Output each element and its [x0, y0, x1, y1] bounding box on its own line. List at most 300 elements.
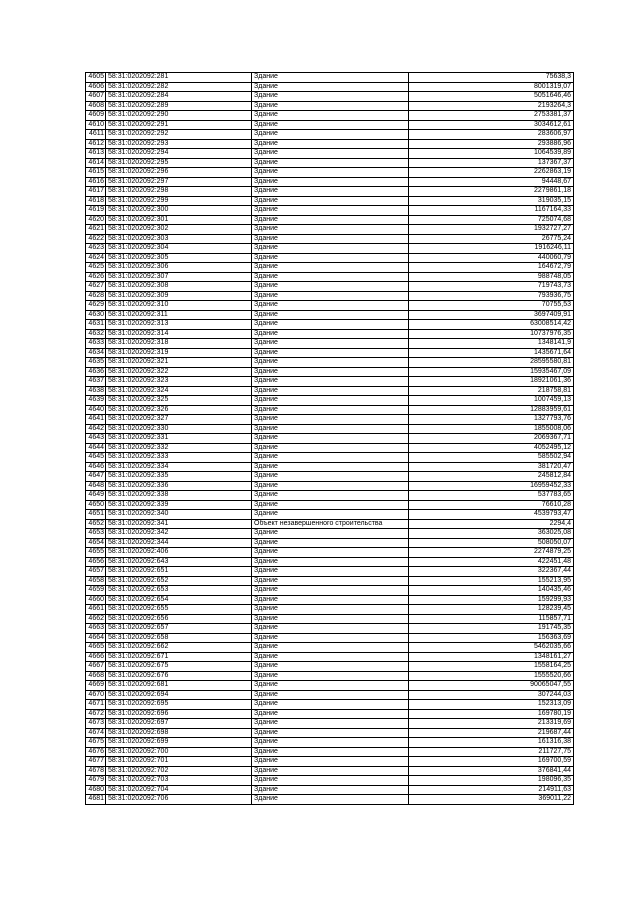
- table-row: [86, 291, 574, 301]
- row-number: 4635: [86, 358, 106, 368]
- cadastral-value: 369011,22: [409, 795, 574, 805]
- cadastral-value: 2193264,3: [409, 101, 574, 111]
- cadastral-value: 2069367,71: [409, 434, 574, 444]
- object-type: Здание: [252, 747, 409, 757]
- object-type: Здание: [252, 595, 409, 605]
- cadastral-value: 2262863,19: [409, 168, 574, 178]
- cadastral-value: 319035,15: [409, 196, 574, 206]
- cadastral-value: 63008514,42: [409, 320, 574, 330]
- row-number: 4610: [86, 120, 106, 130]
- cadastral-number: 58:31:0202092:406: [106, 548, 252, 558]
- cadastral-value: 4539793,47: [409, 510, 574, 520]
- object-type: Здание: [252, 624, 409, 634]
- property-table-body: [86, 73, 574, 805]
- table-row: [86, 358, 574, 368]
- table-row: [86, 738, 574, 748]
- cadastral-value: 537783,65: [409, 491, 574, 501]
- table-row: [86, 434, 574, 444]
- cadastral-number: 58:31:0202092:344: [106, 538, 252, 548]
- cadastral-value: 90065047,55: [409, 681, 574, 691]
- cadastral-value: 5462035,66: [409, 643, 574, 653]
- row-number: 4667: [86, 662, 106, 672]
- cadastral-number: 58:31:0202092:304: [106, 244, 252, 254]
- object-type: Здание: [252, 396, 409, 406]
- cadastral-number: 58:31:0202092:331: [106, 434, 252, 444]
- row-number: 4665: [86, 643, 106, 653]
- table-row: [86, 766, 574, 776]
- row-number: 4638: [86, 386, 106, 396]
- row-number: 4628: [86, 291, 106, 301]
- table-row: [86, 719, 574, 729]
- cadastral-value: 1435671,64: [409, 348, 574, 358]
- cadastral-number: 58:31:0202092:695: [106, 700, 252, 710]
- cadastral-number: 58:31:0202092:296: [106, 168, 252, 178]
- object-type: Здание: [252, 234, 409, 244]
- cadastral-number: 58:31:0202092:702: [106, 766, 252, 776]
- table-row: [86, 149, 574, 159]
- object-type: Здание: [252, 738, 409, 748]
- row-number: 4618: [86, 196, 106, 206]
- object-type: Здание: [252, 73, 409, 83]
- row-number: 4651: [86, 510, 106, 520]
- cadastral-number: 58:31:0202092:662: [106, 643, 252, 653]
- table-row: [86, 548, 574, 558]
- object-type: Здание: [252, 111, 409, 121]
- cadastral-number: 58:31:0202092:289: [106, 101, 252, 111]
- object-type: Здание: [252, 481, 409, 491]
- table-row: [86, 196, 574, 206]
- object-type: Здание: [252, 215, 409, 225]
- cadastral-number: 58:31:0202092:701: [106, 757, 252, 767]
- cadastral-value: 1555520,66: [409, 671, 574, 681]
- cadastral-value: 8001319,07: [409, 82, 574, 92]
- cadastral-value: 70755,53: [409, 301, 574, 311]
- cadastral-number: 58:31:0202092:309: [106, 291, 252, 301]
- object-type: Здание: [252, 101, 409, 111]
- table-row: [86, 234, 574, 244]
- table-row: [86, 244, 574, 254]
- row-number: 4606: [86, 82, 106, 92]
- cadastral-value: 169780,19: [409, 709, 574, 719]
- row-number: 4615: [86, 168, 106, 178]
- cadastral-value: 283606,97: [409, 130, 574, 140]
- cadastral-number: 58:31:0202092:321: [106, 358, 252, 368]
- cadastral-value: 376841,44: [409, 766, 574, 776]
- table-row: [86, 111, 574, 121]
- cadastral-value: 381720,47: [409, 462, 574, 472]
- row-number: 4631: [86, 320, 106, 330]
- document-page: [85, 72, 574, 805]
- table-row: [86, 158, 574, 168]
- object-type: Здание: [252, 377, 409, 387]
- cadastral-value: 1007459,13: [409, 396, 574, 406]
- row-number: 4634: [86, 348, 106, 358]
- row-number: 4613: [86, 149, 106, 159]
- cadastral-value: 128239,45: [409, 605, 574, 615]
- row-number: 4633: [86, 339, 106, 349]
- cadastral-number: 58:31:0202092:706: [106, 795, 252, 805]
- table-row: [86, 567, 574, 577]
- object-type: Здание: [252, 120, 409, 130]
- table-row: [86, 785, 574, 795]
- cadastral-value: 1348161,27: [409, 652, 574, 662]
- object-type: Здание: [252, 139, 409, 149]
- table-row: [86, 453, 574, 463]
- row-number: 4627: [86, 282, 106, 292]
- table-row: [86, 377, 574, 387]
- cadastral-number: 58:31:0202092:325: [106, 396, 252, 406]
- cadastral-value: 161316,38: [409, 738, 574, 748]
- object-type: Здание: [252, 719, 409, 729]
- cadastral-number: 58:31:0202092:308: [106, 282, 252, 292]
- object-type: Здание: [252, 310, 409, 320]
- cadastral-value: 164672,79: [409, 263, 574, 273]
- table-row: [86, 92, 574, 102]
- cadastral-number: 58:31:0202092:301: [106, 215, 252, 225]
- cadastral-value: 1558164,25: [409, 662, 574, 672]
- row-number: 4658: [86, 576, 106, 586]
- cadastral-value: 4052495,12: [409, 443, 574, 453]
- row-number: 4668: [86, 671, 106, 681]
- row-number: 4636: [86, 367, 106, 377]
- table-row: [86, 671, 574, 681]
- table-row: [86, 690, 574, 700]
- object-type: Здание: [252, 405, 409, 415]
- cadastral-number: 58:31:0202092:298: [106, 187, 252, 197]
- object-type: Здание: [252, 196, 409, 206]
- table-row: [86, 130, 574, 140]
- object-type: Здание: [252, 92, 409, 102]
- cadastral-number: 58:31:0202092:651: [106, 567, 252, 577]
- row-number: 4645: [86, 453, 106, 463]
- cadastral-value: 94448,67: [409, 177, 574, 187]
- cadastral-value: 3034612,61: [409, 120, 574, 130]
- cadastral-value: 2279861,18: [409, 187, 574, 197]
- table-row: [86, 263, 574, 273]
- cadastral-number: 58:31:0202092:698: [106, 728, 252, 738]
- table-row: [86, 101, 574, 111]
- cadastral-number: 58:31:0202092:658: [106, 633, 252, 643]
- row-number: 4674: [86, 728, 106, 738]
- object-type: Здание: [252, 652, 409, 662]
- cadastral-number: 58:31:0202092:700: [106, 747, 252, 757]
- object-type: Здание: [252, 158, 409, 168]
- row-number: 4641: [86, 415, 106, 425]
- cadastral-number: 58:31:0202092:293: [106, 139, 252, 149]
- row-number: 4605: [86, 73, 106, 83]
- cadastral-number: 58:31:0202092:306: [106, 263, 252, 273]
- table-row: [86, 225, 574, 235]
- object-type: Здание: [252, 567, 409, 577]
- cadastral-value: 422451,48: [409, 557, 574, 567]
- object-type: Здание: [252, 149, 409, 159]
- row-number: 4644: [86, 443, 106, 453]
- cadastral-value: 115857,71: [409, 614, 574, 624]
- table-row: [86, 795, 574, 805]
- row-number: 4616: [86, 177, 106, 187]
- cadastral-number: 58:31:0202092:694: [106, 690, 252, 700]
- object-type: Здание: [252, 358, 409, 368]
- cadastral-number: 58:31:0202092:703: [106, 776, 252, 786]
- row-number: 4621: [86, 225, 106, 235]
- cadastral-value: 363025,08: [409, 529, 574, 539]
- object-type: Здание: [252, 500, 409, 510]
- row-number: 4629: [86, 301, 106, 311]
- object-type: Здание: [252, 291, 409, 301]
- object-type: Здание: [252, 766, 409, 776]
- object-type: Здание: [252, 453, 409, 463]
- table-row: [86, 605, 574, 615]
- table-row: [86, 187, 574, 197]
- table-row: [86, 177, 574, 187]
- cadastral-value: 293886,96: [409, 139, 574, 149]
- object-type: Здание: [252, 320, 409, 330]
- table-row: [86, 282, 574, 292]
- row-number: 4612: [86, 139, 106, 149]
- row-number: 4626: [86, 272, 106, 282]
- row-number: 4609: [86, 111, 106, 121]
- cadastral-value: 585502,94: [409, 453, 574, 463]
- object-type: Здание: [252, 491, 409, 501]
- table-row: [86, 700, 574, 710]
- object-type: Здание: [252, 424, 409, 434]
- object-type: Здание: [252, 633, 409, 643]
- object-type: Здание: [252, 301, 409, 311]
- table-row: [86, 329, 574, 339]
- object-type: Здание: [252, 386, 409, 396]
- row-number: 4653: [86, 529, 106, 539]
- cadastral-number: 58:31:0202092:324: [106, 386, 252, 396]
- cadastral-number: 58:31:0202092:676: [106, 671, 252, 681]
- table-row: [86, 652, 574, 662]
- cadastral-value: 2274879,25: [409, 548, 574, 558]
- cadastral-number: 58:31:0202092:303: [106, 234, 252, 244]
- table-row: [86, 576, 574, 586]
- object-type: Здание: [252, 757, 409, 767]
- cadastral-number: 58:31:0202092:307: [106, 272, 252, 282]
- row-number: 4648: [86, 481, 106, 491]
- cadastral-number: 58:31:0202092:299: [106, 196, 252, 206]
- table-row: [86, 206, 574, 216]
- row-number: 4679: [86, 776, 106, 786]
- cadastral-value: 211727,75: [409, 747, 574, 757]
- row-number: 4657: [86, 567, 106, 577]
- object-type: Здание: [252, 576, 409, 586]
- cadastral-number: 58:31:0202092:643: [106, 557, 252, 567]
- cadastral-number: 58:31:0202092:655: [106, 605, 252, 615]
- object-type: Объект незавершенного строительства: [252, 519, 409, 529]
- cadastral-number: 58:31:0202092:323: [106, 377, 252, 387]
- object-type: Здание: [252, 462, 409, 472]
- cadastral-number: 58:31:0202092:294: [106, 149, 252, 159]
- cadastral-value: 3697409,91: [409, 310, 574, 320]
- object-type: Здание: [252, 339, 409, 349]
- row-number: 4662: [86, 614, 106, 624]
- object-type: Здание: [252, 586, 409, 596]
- row-number: 4632: [86, 329, 106, 339]
- table-row: [86, 614, 574, 624]
- cadastral-number: 58:31:0202092:652: [106, 576, 252, 586]
- cadastral-value: 218758,81: [409, 386, 574, 396]
- row-number: 4625: [86, 263, 106, 273]
- cadastral-number: 58:31:0202092:704: [106, 785, 252, 795]
- object-type: Здание: [252, 472, 409, 482]
- object-type: Здание: [252, 529, 409, 539]
- object-type: Здание: [252, 785, 409, 795]
- cadastral-number: 58:31:0202092:319: [106, 348, 252, 358]
- table-row: [86, 538, 574, 548]
- cadastral-number: 58:31:0202092:340: [106, 510, 252, 520]
- cadastral-number: 58:31:0202092:341: [106, 519, 252, 529]
- row-number: 4623: [86, 244, 106, 254]
- object-type: Здание: [252, 253, 409, 263]
- cadastral-value: 5051646,46: [409, 92, 574, 102]
- cadastral-number: 58:31:0202092:291: [106, 120, 252, 130]
- row-number: 4649: [86, 491, 106, 501]
- table-row: [86, 633, 574, 643]
- row-number: 4647: [86, 472, 106, 482]
- object-type: Здание: [252, 538, 409, 548]
- row-number: 4664: [86, 633, 106, 643]
- cadastral-number: 58:31:0202092:332: [106, 443, 252, 453]
- table-row: [86, 500, 574, 510]
- cadastral-number: 58:31:0202092:305: [106, 253, 252, 263]
- table-row: [86, 339, 574, 349]
- table-row: [86, 529, 574, 539]
- cadastral-value: 75638,3: [409, 73, 574, 83]
- table-row: [86, 462, 574, 472]
- object-type: Здание: [252, 728, 409, 738]
- row-number: 4639: [86, 396, 106, 406]
- cadastral-value: 219687,44: [409, 728, 574, 738]
- cadastral-number: 58:31:0202092:656: [106, 614, 252, 624]
- table-row: [86, 709, 574, 719]
- cadastral-number: 58:31:0202092:657: [106, 624, 252, 634]
- row-number: 4676: [86, 747, 106, 757]
- object-type: Здание: [252, 671, 409, 681]
- row-number: 4630: [86, 310, 106, 320]
- row-number: 4670: [86, 690, 106, 700]
- table-row: [86, 491, 574, 501]
- cadastral-value: 1167164,33: [409, 206, 574, 216]
- table-row: [86, 301, 574, 311]
- table-row: [86, 595, 574, 605]
- object-type: Здание: [252, 367, 409, 377]
- cadastral-value: 440060,79: [409, 253, 574, 263]
- table-row: [86, 757, 574, 767]
- table-row: [86, 728, 574, 738]
- cadastral-number: 58:31:0202092:281: [106, 73, 252, 83]
- cadastral-number: 58:31:0202092:290: [106, 111, 252, 121]
- cadastral-value: 137367,37: [409, 158, 574, 168]
- cadastral-number: 58:31:0202092:327: [106, 415, 252, 425]
- cadastral-value: 719743,73: [409, 282, 574, 292]
- row-number: 4677: [86, 757, 106, 767]
- table-row: [86, 415, 574, 425]
- object-type: Здание: [252, 329, 409, 339]
- table-row: [86, 747, 574, 757]
- row-number: 4611: [86, 130, 106, 140]
- object-type: Здание: [252, 244, 409, 254]
- object-type: Здание: [252, 130, 409, 140]
- table-row: [86, 396, 574, 406]
- cadastral-number: 58:31:0202092:295: [106, 158, 252, 168]
- cadastral-number: 58:31:0202092:696: [106, 709, 252, 719]
- cadastral-value: 169700,59: [409, 757, 574, 767]
- row-number: 4622: [86, 234, 106, 244]
- table-row: [86, 443, 574, 453]
- table-row: [86, 519, 574, 529]
- table-row: [86, 405, 574, 415]
- row-number: 4673: [86, 719, 106, 729]
- row-number: 4659: [86, 586, 106, 596]
- cadastral-value: 307244,03: [409, 690, 574, 700]
- cadastral-value: 159299,93: [409, 595, 574, 605]
- cadastral-number: 58:31:0202092:297: [106, 177, 252, 187]
- row-number: 4614: [86, 158, 106, 168]
- row-number: 4640: [86, 405, 106, 415]
- object-type: Здание: [252, 662, 409, 672]
- cadastral-value: 1855008,06: [409, 424, 574, 434]
- row-number: 4678: [86, 766, 106, 776]
- object-type: Здание: [252, 177, 409, 187]
- cadastral-number: 58:31:0202092:336: [106, 481, 252, 491]
- cadastral-number: 58:31:0202092:300: [106, 206, 252, 216]
- table-row: [86, 73, 574, 83]
- object-type: Здание: [252, 700, 409, 710]
- cadastral-value: 18921061,36: [409, 377, 574, 387]
- table-row: [86, 472, 574, 482]
- row-number: 4642: [86, 424, 106, 434]
- cadastral-number: 58:31:0202092:302: [106, 225, 252, 235]
- cadastral-number: 58:31:0202092:330: [106, 424, 252, 434]
- row-number: 4624: [86, 253, 106, 263]
- cadastral-number: 58:31:0202092:322: [106, 367, 252, 377]
- cadastral-value: 1064539,89: [409, 149, 574, 159]
- cadastral-number: 58:31:0202092:334: [106, 462, 252, 472]
- row-number: 4608: [86, 101, 106, 111]
- row-number: 4643: [86, 434, 106, 444]
- row-number: 4650: [86, 500, 106, 510]
- row-number: 4680: [86, 785, 106, 795]
- cadastral-value: 1916246,11: [409, 244, 574, 254]
- row-number: 4646: [86, 462, 106, 472]
- table-row: [86, 586, 574, 596]
- table-row: [86, 320, 574, 330]
- row-number: 4669: [86, 681, 106, 691]
- row-number: 4663: [86, 624, 106, 634]
- object-type: Здание: [252, 348, 409, 358]
- row-number: 4607: [86, 92, 106, 102]
- cadastral-number: 58:31:0202092:313: [106, 320, 252, 330]
- object-type: Здание: [252, 187, 409, 197]
- object-type: Здание: [252, 690, 409, 700]
- row-number: 4681: [86, 795, 106, 805]
- row-number: 4661: [86, 605, 106, 615]
- cadastral-number: 58:31:0202092:681: [106, 681, 252, 691]
- cadastral-value: 26775,24: [409, 234, 574, 244]
- table-row: [86, 424, 574, 434]
- object-type: Здание: [252, 82, 409, 92]
- row-number: 4652: [86, 519, 106, 529]
- row-number: 4672: [86, 709, 106, 719]
- object-type: Здание: [252, 225, 409, 235]
- table-row: [86, 272, 574, 282]
- object-type: Здание: [252, 282, 409, 292]
- object-type: Здание: [252, 557, 409, 567]
- cadastral-value: 1932727,27: [409, 225, 574, 235]
- cadastral-number: 58:31:0202092:284: [106, 92, 252, 102]
